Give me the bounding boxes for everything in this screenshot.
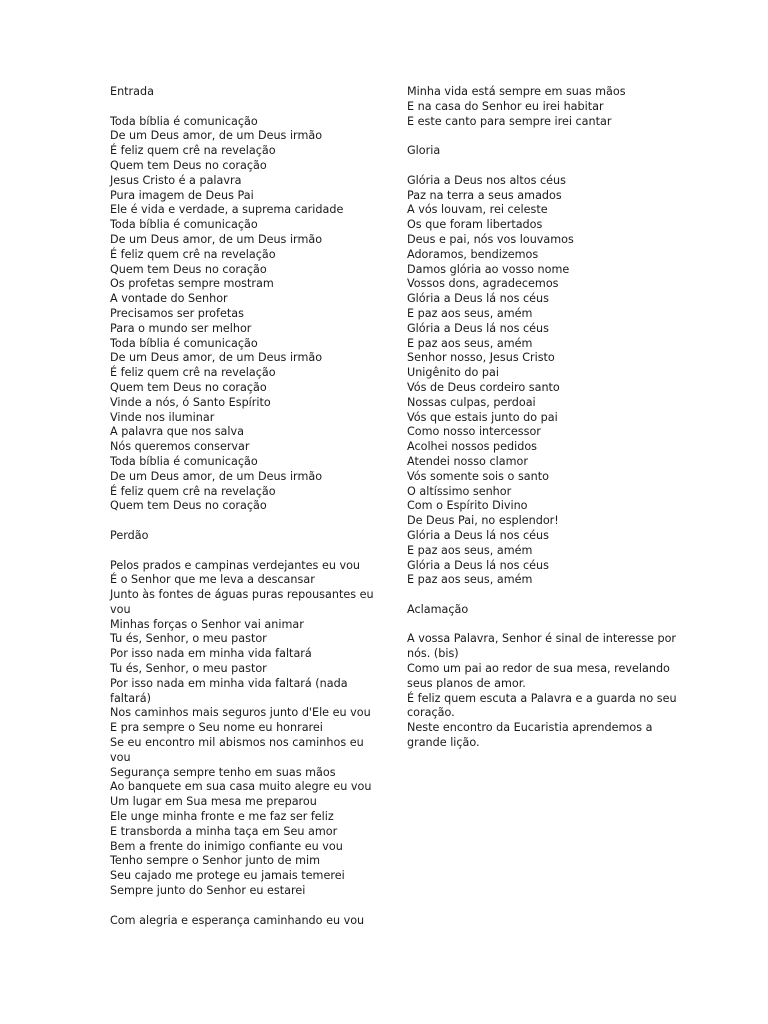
text-line: Toda bíblia é comunicação [110, 454, 258, 468]
text-line: seus planos de amor. [407, 676, 526, 690]
left-text-column [110, 85, 372, 928]
text-line: A palavra que nos salva [110, 425, 244, 439]
text-line: É feliz quem escuta a Palavra e a guarda no seu [407, 691, 677, 705]
text-line: De um Deus amor, de um Deus irmão [110, 351, 323, 365]
text-line: E paz aos seus, amém [407, 543, 533, 557]
text-line: Paz na terra a seus amados [407, 188, 562, 202]
text-line: Por isso nada em minha vida faltará (nada [110, 676, 348, 690]
text-line: Toda bíblia é comunicação [110, 336, 258, 350]
text-line: Tenho sempre o Senhor junto de mim [110, 854, 320, 868]
text-line: coração. [407, 706, 455, 720]
text-line: Tu és, Senhor, o meu pastor [110, 632, 267, 646]
text-line: Ele é vida e verdade, a suprema caridade [110, 203, 344, 217]
text-line: Glória a Deus nos altos céus [407, 173, 566, 187]
text-line: grande lição. [407, 736, 480, 750]
text-line: Vós de Deus cordeiro santo [407, 380, 560, 394]
text-line: Quem tem Deus no coração [110, 380, 267, 394]
text-line: Tu és, Senhor, o meu pastor [110, 662, 267, 676]
text-line: Um lugar em Sua mesa me preparou [110, 795, 317, 809]
text-line: Glória a Deus lá nos céus [407, 528, 549, 542]
text-line: faltará) [110, 691, 151, 705]
text-line: Neste encontro da Eucaristia aprendemos a [407, 721, 653, 735]
text-line: Ele unge minha fronte e me faz ser feliz [110, 810, 334, 824]
text-line: Quem tem Deus no coração [110, 158, 267, 172]
text-line: Aclamação [407, 602, 469, 616]
text-line: Jesus Cristo é a palavra [110, 173, 242, 187]
blank-line [110, 544, 372, 559]
text-line: Vinde a nós, ó Santo Espírito [110, 395, 271, 409]
text-line: De um Deus amor, de um Deus irmão [110, 469, 323, 483]
text-line: Como um pai ao redor de sua mesa, revelando [407, 662, 670, 676]
text-line: E este canto para sempre irei cantar [407, 114, 612, 128]
text-line: Toda bíblia é comunicação [110, 218, 258, 232]
text-line: Junto às fontes de águas puras repousantes eu [110, 588, 374, 602]
text-line: A vontade do Senhor [110, 292, 228, 306]
text-line: De Deus Pai, no esplendor! [407, 514, 559, 528]
text-line: Deus e pai, nós vos louvamos [407, 232, 574, 246]
text-line: Com alegria e esperança caminhando eu vou [110, 913, 365, 927]
text-line: Nos caminhos mais seguros junto d'Ele eu vou [110, 706, 371, 720]
text-line: Nós queremos conservar [110, 440, 250, 454]
text-line: Toda bíblia é comunicação [110, 114, 258, 128]
text-line: Nossas culpas, perdoai [407, 395, 536, 409]
text-line: De um Deus amor, de um Deus irmão [110, 129, 323, 143]
blank-line [407, 129, 667, 144]
text-line: E transborda a minha taça em Seu amor [110, 824, 338, 838]
text-line: Pelos prados e campinas verdejantes eu vou [110, 558, 361, 572]
text-line: Quem tem Deus no coração [110, 262, 267, 276]
text-line: Glória a Deus lá nos céus [407, 292, 549, 306]
text-line: Glória a Deus lá nos céus [407, 321, 549, 335]
text-line: vou [110, 602, 131, 616]
text-line: Vinde nos iluminar [110, 410, 215, 424]
text-line: Bem a frente do inimigo confiante eu vou [110, 839, 343, 853]
text-line: Atendei nosso clamor [407, 454, 528, 468]
text-line: Unigênito do pai [407, 366, 499, 380]
right-text-column [407, 85, 677, 751]
text-line: De um Deus amor, de um Deus irmão [110, 232, 323, 246]
text-line: Adoramos, bendizemos [407, 247, 539, 261]
text-line: E paz aos seus, amém [407, 336, 533, 350]
text-line: Glória a Deus lá nos céus [407, 558, 549, 572]
text-line: E pra sempre o Seu nome eu honrarei [110, 721, 323, 735]
text-line: Quem tem Deus no coração [110, 499, 267, 513]
text-line: Sempre junto do Senhor eu estarei [110, 884, 306, 898]
text-line: Por isso nada em minha vida faltará [110, 647, 312, 661]
text-line: Com o Espírito Divino [407, 499, 528, 513]
text-line: A vossa Palavra, Senhor é sinal de interesse por [407, 632, 677, 646]
text-line: Entrada [110, 85, 154, 98]
text-line: É o Senhor que me leva a descansar [110, 573, 315, 587]
text-line: Gloria [407, 144, 441, 158]
text-line: É feliz quem crê na revelação [110, 484, 276, 498]
text-line: É feliz quem crê na revelação [110, 144, 276, 158]
text-line: É feliz quem crê na revelação [110, 366, 276, 380]
blank-line [407, 618, 667, 633]
text-line: Damos glória ao vosso nome [407, 262, 570, 276]
text-line: A vós louvam, rei celeste [407, 203, 548, 217]
text-line: O altíssimo senhor [407, 484, 512, 498]
text-line: Se eu encontro mil abismos nos caminhos eu [110, 736, 364, 750]
text-line: nós. (bis) [407, 647, 459, 661]
text-line: Os profetas sempre mostram [110, 277, 274, 291]
text-line: Pura imagem de Deus Pai [110, 188, 254, 202]
text-line: Minhas forças o Senhor vai animar [110, 617, 304, 631]
text-line: Acolhei nossos pedidos [407, 440, 537, 454]
blank-line [110, 100, 372, 115]
text-line: Como nosso intercessor [407, 425, 541, 439]
text-line: Segurança sempre tenho em suas mãos [110, 765, 336, 779]
text-line: Minha vida está sempre em suas mãos [407, 85, 626, 98]
text-line: É feliz quem crê na revelação [110, 247, 276, 261]
blank-line [110, 899, 372, 914]
text-line: Vós somente sois o santo [407, 469, 549, 483]
text-line: Perdão [110, 528, 149, 542]
text-line: Senhor nosso, Jesus Cristo [407, 351, 555, 365]
text-line: vou [110, 750, 131, 764]
blank-line [407, 588, 667, 603]
text-line: Vossos dons, agradecemos [407, 277, 559, 291]
blank-line [407, 159, 667, 174]
text-line: E na casa do Senhor eu irei habitar [407, 99, 604, 113]
text-line: Os que foram libertados [407, 218, 543, 232]
text-line: Vós que estais junto do pai [407, 410, 558, 424]
text-line: Precisamos ser profetas [110, 306, 244, 320]
text-line: E paz aos seus, amém [407, 573, 533, 587]
text-line: Seu cajado me protege eu jamais temerei [110, 869, 345, 883]
text-line: Para o mundo ser melhor [110, 321, 252, 335]
text-line: E paz aos seus, amém [407, 306, 533, 320]
blank-line [110, 514, 372, 529]
text-line: Ao banquete em sua casa muito alegre eu vou [110, 780, 372, 794]
